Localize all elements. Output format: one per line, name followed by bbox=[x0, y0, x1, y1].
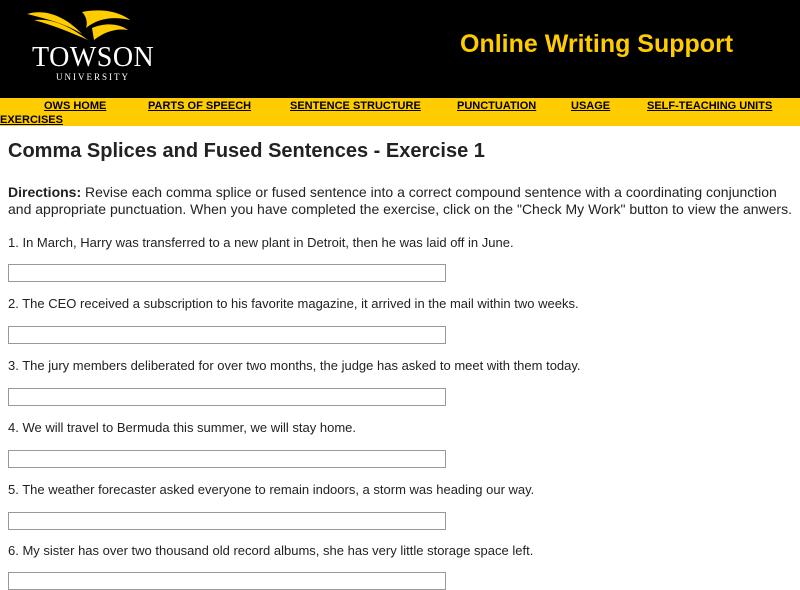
nav-exercises[interactable]: EXERCISES bbox=[0, 114, 63, 126]
nav-punctuation[interactable]: PUNCTUATION bbox=[457, 100, 537, 112]
directions bbox=[8, 184, 792, 218]
answer-input-3[interactable] bbox=[8, 388, 446, 406]
answer-input-1[interactable] bbox=[8, 264, 446, 282]
nav-parts-of-speech[interactable]: PARTS OF SPEECH bbox=[148, 100, 252, 112]
logo-subtitle: UNIVERSITY bbox=[56, 72, 130, 82]
site-header bbox=[0, 0, 800, 98]
directions-label: Directions: bbox=[8, 184, 82, 200]
question-6: 6. My sister has over two thousand old record albums, she has very little storage space left. bbox=[8, 543, 534, 558]
logo-wordmark: TOWSON bbox=[32, 42, 155, 73]
answer-input-2[interactable] bbox=[8, 326, 446, 344]
main-content bbox=[8, 140, 792, 558]
answer-input-4[interactable] bbox=[8, 450, 446, 468]
nav-ows-home[interactable]: OWS HOME bbox=[44, 100, 107, 112]
nav-usage[interactable]: USAGE bbox=[571, 100, 611, 112]
question-4: 4. We will travel to Bermuda this summer, we will stay home. bbox=[8, 420, 356, 435]
question-3: 3. The jury members deliberated for over two months, the judge has asked to meet with them today. bbox=[8, 358, 581, 373]
site-title: Online Writing Support bbox=[460, 30, 734, 58]
tiger-stripes-icon bbox=[22, 6, 132, 46]
page-title: Comma Splices and Fused Sentences - Exercise 1 bbox=[8, 140, 485, 162]
main-nav bbox=[0, 98, 800, 126]
question-2: 2. The CEO received a subscription to his favorite magazine, it arrived in the mail within two weeks. bbox=[8, 296, 579, 311]
question-5: 5. The weather forecaster asked everyone to remain indoors, a storm was heading our way. bbox=[8, 482, 535, 497]
towson-logo[interactable] bbox=[22, 6, 155, 82]
question-1: 1. In March, Harry was transferred to a new plant in Detroit, then he was laid off in June. bbox=[8, 235, 514, 250]
directions-text: Revise each comma splice or fused sentence into a correct compound sentence with a coordinating conjunction and appropriate punctuation. When you have completed the exercise, click on the "Check My Work" button to view the anwers. bbox=[8, 184, 792, 217]
answer-input-6[interactable] bbox=[8, 572, 446, 590]
answer-input-5[interactable] bbox=[8, 512, 446, 530]
nav-sentence-structure[interactable]: SENTENCE STRUCTURE bbox=[290, 100, 421, 112]
nav-self-teaching-units[interactable]: SELF-TEACHING UNITS bbox=[647, 100, 773, 112]
